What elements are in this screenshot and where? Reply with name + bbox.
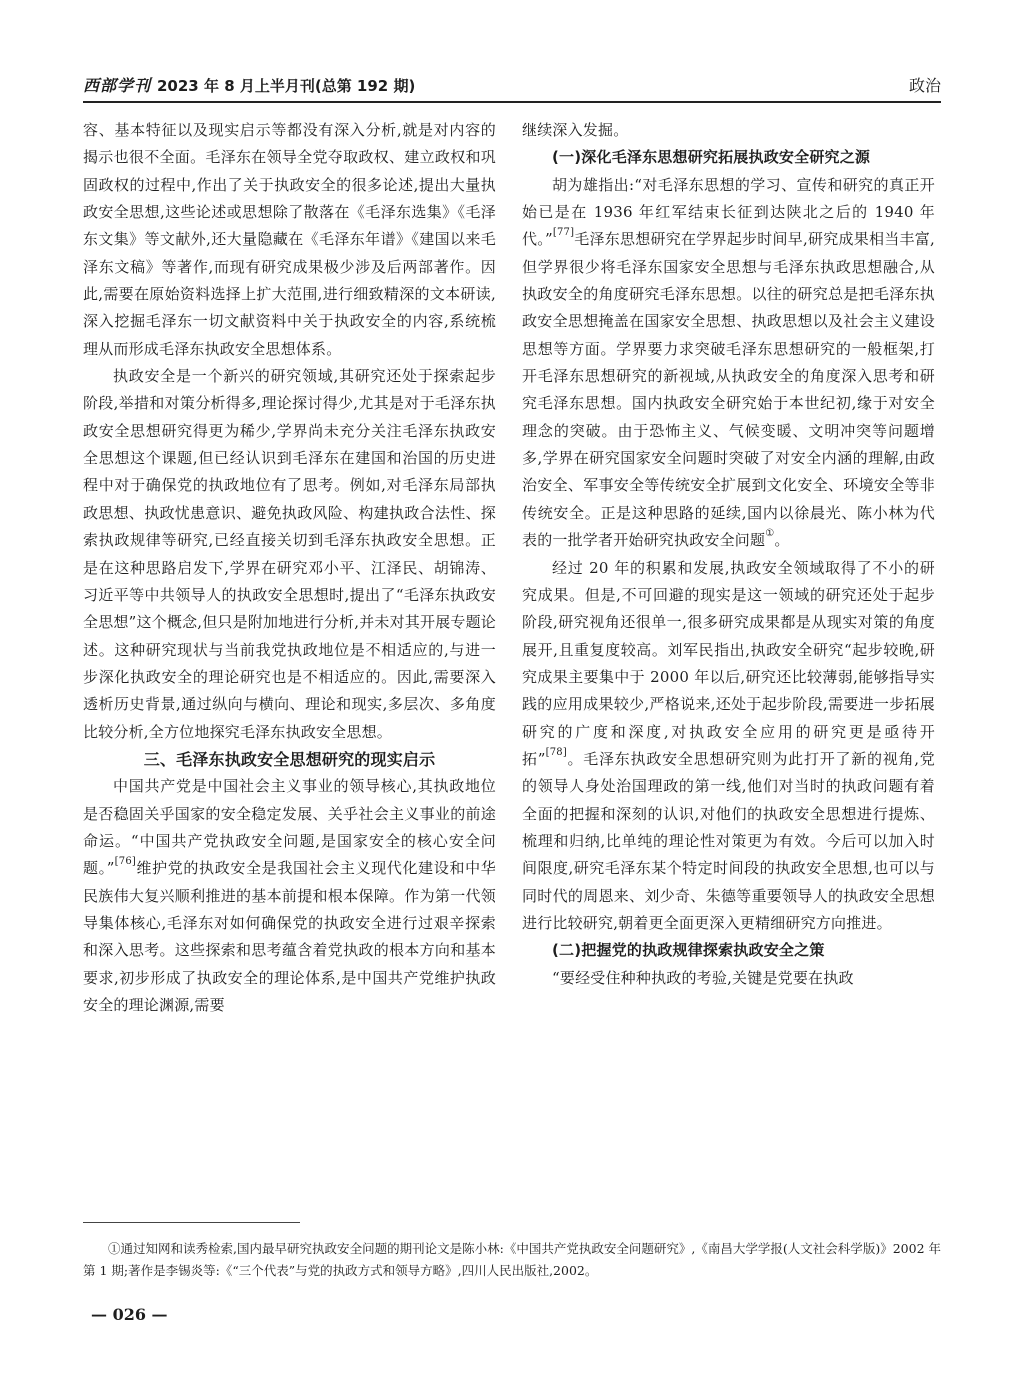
paragraph-text: 维护党的执政安全是我国社会主义现代化建设和中华民族伟大复兴顺利推进的基本前提和根本保障。作为第一代领导集体核心,毛泽东对如何确保党的执政安全进行过艰辛探索和深入思考。这些探索和思考蕴含着党执政的根本方向和基本要求,初步形成了执政安全的理论体系,是中国共产党维护执政安全的理论渊源,需要 [83, 859, 496, 1014]
paragraph [83, 773, 496, 1019]
subsection-heading: (一)深化毛泽东思想研究拓展执政安全研究之源 [552, 148, 871, 167]
section-label: 政治 [908, 76, 941, 95]
paragraph [522, 555, 935, 938]
citation-ref: [76] [114, 856, 136, 868]
paragraph-text: 毛泽东思想研究在学界起步时间早,研究成果相当丰富,但学界很少将毛泽东国家安全思想与毛泽东执政思想融合,从执政安全的角度研究毛泽东思想。以往的研究总是把毛泽东执政安全思想掩盖在国家安全思想、执政思想以及社会主义建设思想等方面。学界要力求突破毛泽东思想研究的一般框架,打开毛泽东思想研究的新视域,从执政安全的角度深入思考和研究毛泽东思想。国内执政安全研究始于本世纪初,缘于对安全理念的突破。由于恐怖主义、气候变暖、文明冲突等问题增多,学界在研究国家安全问题时突破了对安全内涵的理解,由政治安全、军事安全等传统安全扩展到文化安全、环境安全等非传统安全。正是这种思路的延续,国内以徐晨光、陈小林为代表的一批学者开始研究执政安全问题 [522, 230, 935, 550]
paragraph: 继续深入发掘。 [522, 121, 629, 139]
footnote: ①通过知网和读秀检索,国内最早研究执政安全问题的期刊论文是陈小林:《中国共产党执政安全问题研究》,《南昌大学学报(人文社会科学版)》2002 年第 1 期;著作是李锡炎等:《“三个代表”与党的执政方式和领导方略》,四川人民出版社,2002。 [83, 1241, 941, 1278]
subsection-heading: (二)把握党的执政规律探索执政安全之策 [552, 941, 825, 960]
paragraph-text: 胡为雄指出:“对毛泽东思想的学习、宣传和研究的真正开始已是在 1936 年红军结束长征到达陕北之后的 1940 年代。” [522, 175, 935, 249]
paragraph: “要经受住种种执政的考验,关键是党要在执政 [552, 968, 854, 987]
paragraph-text: 。 [774, 531, 790, 550]
issue-info: 2023 年 8 月上半月刊(总第 192 期) [157, 77, 416, 95]
running-header [83, 74, 941, 104]
paragraph-text: 。毛泽东执政安全思想研究则为此打开了新的视角,党的领导人身处治国理政的第一线,他们对当时的执政问题有着全面的把握和深刻的认识,对他们的执政安全思想进行提炼、梳理和归纳,比单纯的理论性对策更为有效。今后可以加入时间限度,研究毛泽东某个特定时间段的执政安全思想,也可以与同时代的周恩来、刘少奇、朱德等重要领导人的执政安全思想进行比较研究,朝着更全面更深入更精细研究方向推进。 [522, 749, 935, 932]
paragraph [522, 172, 935, 555]
page-number: — 026 — [91, 1305, 168, 1324]
right-column [522, 117, 935, 992]
left-column [83, 117, 496, 1019]
paragraph: 执政安全是一个新兴的研究领域,其研究还处于探索起步阶段,举措和对策分析得多,理论探讨得少,尤其是对于毛泽东执政安全思想研究得更为稀少,学界尚未充分关注毛泽东执政安全思想这个课题,但已经认识到毛泽东在建国和治国的历史进程中对于确保党的执政地位有了思考。例如,对毛泽东局部执政思想、执政忧患意识、避免执政风险、构建执政合法性、探索执政规律等研究,已经直接关切到毛泽东执政安全思想。正是在这种思路启发下,学界在研究邓小平、江泽民、胡锦涛、习近平等中共领导人的执政安全思想时,提出了“毛泽东执政安全思想”这个概念,但只是附加地进行分析,并未对其开展专题论述。这种研究现状与当前我党执政地位是不相适应的,与进一步深化执政安全的理论研究也是不相适应的。因此,需要深入透析历史背景,通过纵向与横向、理论和现实,多层次、多角度比较分析,全方位地探究毛泽东执政安全思想。 [83, 367, 497, 741]
paragraph: 容、基本特征以及现实启示等都没有深入分析,就是对内容的揭示也很不全面。毛泽东在领导全党夺取政权、建立政权和巩固政权的过程中,作出了关于执政安全的很多论述,提出大量执政安全思想,这些论述或思想除了散落在《毛泽东选集》《毛泽东文集》等文献外,还大量隐藏在《毛泽东年谱》《建国以来毛泽东文稿》等著作,而现有研究成果极少涉及后两部著作。因此,需要在原始资料选择上扩大范围,进行细致精深的文本研读,深入挖掘毛泽东一切文献资料中关于执政安全的内容,系统梳理从而形成毛泽东执政安全思想体系。 [83, 121, 496, 358]
journal-logo: 西部学刊 [83, 76, 152, 95]
footnote-rule [83, 1222, 300, 1223]
header-rule [83, 101, 941, 103]
paragraph-text: 经过 20 年的积累和发展,执政安全领域取得了不小的研究成果。但是,不可回避的现实是这一领域的研究还处于起步阶段,研究视角还很单一,很多研究成果都是从现实对策的角度展开,且重复度较高。刘军民指出,执政安全研究“起步较晚,研究成果主要集中于 2000 年以后,研究还比较薄弱,能够指导实践的应用成果较少,严格说来,还处于起步阶段,需要进一步拓展研究的广度和深度,对执政安全应用的研究更是亟待开拓” [522, 558, 935, 768]
section-heading: 三、毛泽东执政安全思想研究的现实启示 [143, 749, 436, 769]
paragraph-text: 中国共产党是中国社会主义事业的领导核心,其执政地位是否稳固关乎国家的安全稳定发展、关乎社会主义事业的前途命运。“中国共产党执政安全问题,是国家安全的核心安全问题。” [83, 777, 496, 878]
citation-ref: [78] [545, 746, 567, 758]
footnote-marker[interactable]: ① [765, 528, 775, 540]
citation-ref: [77] [552, 227, 575, 239]
